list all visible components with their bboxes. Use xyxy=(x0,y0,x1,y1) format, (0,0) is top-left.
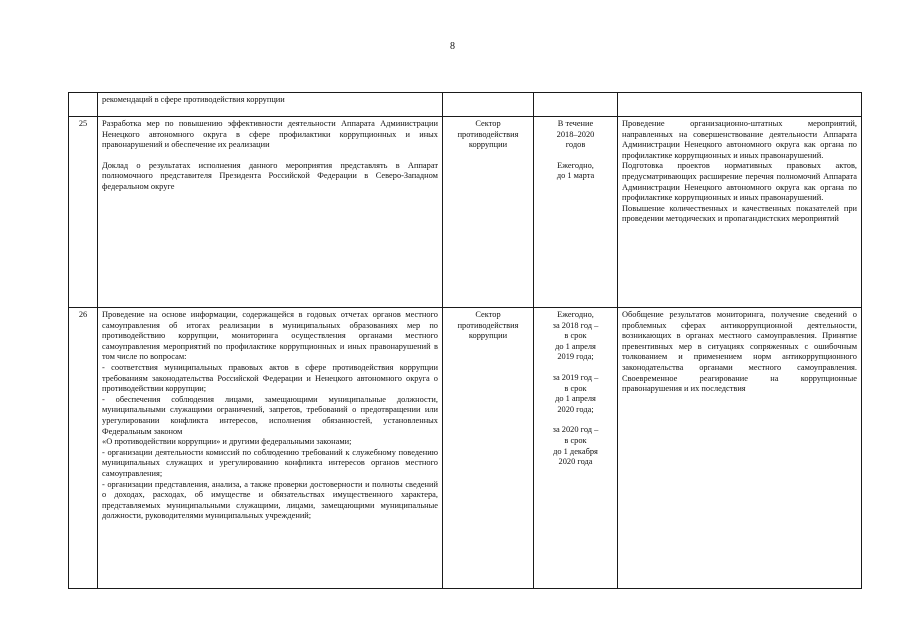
result-cell xyxy=(618,308,862,589)
measure-text: - соответствия муниципальных правовых актов в сфере противодействия коррупции требованиям законодательства Российской Федерации и Ненецкого автономного округа о противодействии коррупции; xyxy=(102,362,438,394)
executor-text: коррупции xyxy=(468,331,508,341)
result-text: Подготовка проектов нормативных правовых актов, предусматривающих расширение перечня полномочий Аппарата Администрации Ненецкого автономного округа как органа по профилактике коррупционных и иных правонарушений. xyxy=(622,161,857,203)
deadline-text: В течение xyxy=(557,119,594,128)
deadline-text: до 1 марта xyxy=(556,171,595,181)
table-row xyxy=(69,308,862,589)
executor-text: противодействия xyxy=(457,129,519,139)
deadline-text: 2019 года; xyxy=(557,352,594,362)
deadline-cell xyxy=(534,308,618,589)
executor-cell xyxy=(443,308,534,589)
measure-text: Разработка мер по повышению эффективности деятельности Аппарата Администрации Ненецкого автономного округа в сфере профилактики коррупционных и иных правонарушений и обеспечение их реализации xyxy=(102,119,438,150)
deadline-text: до 1 апреля xyxy=(555,341,596,351)
result-cell xyxy=(618,117,862,308)
measure-text: Доклад о результатах исполнения данного мероприятия представлять в Аппарат полномочного представителя Президента Российской Федерации в Северо-Западном федеральном округе xyxy=(102,160,438,191)
deadline-text: до 1 декабря xyxy=(553,446,598,456)
row-number xyxy=(69,93,98,117)
deadline-text: в срок xyxy=(564,435,587,445)
measure-text: - организации представления, анализа, а также проверки достоверности и полноты сведений о доходах, расходах, об имуществе и обязательствах имущественного характера, представляемых муниципальными служащими, лицами, замещающими муниципальные должности, руководителями муниципальных учреждений; xyxy=(102,479,438,521)
deadline-text: за 2018 год – xyxy=(552,320,599,330)
row-number: 25 xyxy=(69,117,98,308)
executor-text: противодействия xyxy=(457,320,519,330)
measure-text: - обеспечения соблюдения лицами, замещающими муниципальные должности, муниципальными служащими ограничений, запретов, требований о предотвращении или урегулировании конфликта интересов, исполнения обязанностей, установленных Федеральным законом xyxy=(102,394,438,436)
result-text: Проведение организационно-штатных мероприятий, направленных на совершенствование деятельности Аппарата Администрации Ненецкого автономного округа как органа по профилактике коррупционных и иных правонарушений. xyxy=(622,119,857,160)
result-text: Обобщение результатов мониторинга, получение сведений о проблемных сферах антикоррупционной деятельности, возникающих в органах местного самоуправления. Принятие превентивных мер в ситуациях сопряженных с ошибочным толкованием и применением норм антикоррупционного законодательства органами местного самоуправления. Своевременное реагирование на коррупционные правонарушения и их последствия xyxy=(622,310,857,394)
row-number: 26 xyxy=(69,308,98,589)
page-number: 8 xyxy=(450,41,455,52)
deadline-cell xyxy=(534,117,618,308)
measure-cell xyxy=(98,93,443,117)
table-row xyxy=(69,117,862,308)
measure-text: Проведение на основе информации, содержащейся в годовых отчетах органов местного самоуправления об итогах реализации в муниципальных образованиях мер по противодействию коррупции, мониторинга осуществления органами местного самоуправления мероприятий по профилактике коррупционных и иных правонарушений в том числе по вопросам: xyxy=(102,310,438,362)
deadline-text: в срок xyxy=(564,383,587,393)
deadline-text: в срок xyxy=(564,331,587,341)
deadline-text: до 1 апреля xyxy=(555,394,596,404)
deadline-cell xyxy=(534,93,618,117)
executor-text: Сектор xyxy=(475,119,501,128)
measures-table xyxy=(68,92,862,589)
executor-cell xyxy=(443,93,534,117)
table-row xyxy=(69,93,862,117)
deadline-text: годов xyxy=(565,140,586,150)
measure-cell xyxy=(98,308,443,589)
deadline-text: 2020 года; xyxy=(557,404,594,414)
deadline-text: Ежегодно, xyxy=(557,310,594,319)
deadline-text: 2020 года xyxy=(558,457,593,467)
executor-cell xyxy=(443,117,534,308)
result-cell xyxy=(618,93,862,117)
executor-text: коррупции xyxy=(468,140,508,150)
deadline-text: за 2020 год – xyxy=(552,425,599,435)
deadline-text: за 2019 год – xyxy=(552,372,599,382)
measure-text: «О противодействии коррупции» и другими федеральными законами; xyxy=(102,437,352,447)
measure-text: - организации деятельности комиссий по соблюдению требований к служебному поведению муниципальных служащих и урегулированию конфликта интересов органов местного самоуправления; xyxy=(102,447,438,478)
result-text: Повышение количественных и качественных показателей при проведении методических и пропагандистских мероприятий xyxy=(622,203,857,224)
executor-text: Сектор xyxy=(475,310,501,319)
deadline-text: Ежегодно, xyxy=(557,160,594,170)
deadline-text: 2018–2020 xyxy=(556,129,595,139)
measure-text: рекомендаций в сфере противодействия коррупции xyxy=(102,95,285,104)
measure-cell xyxy=(98,117,443,308)
